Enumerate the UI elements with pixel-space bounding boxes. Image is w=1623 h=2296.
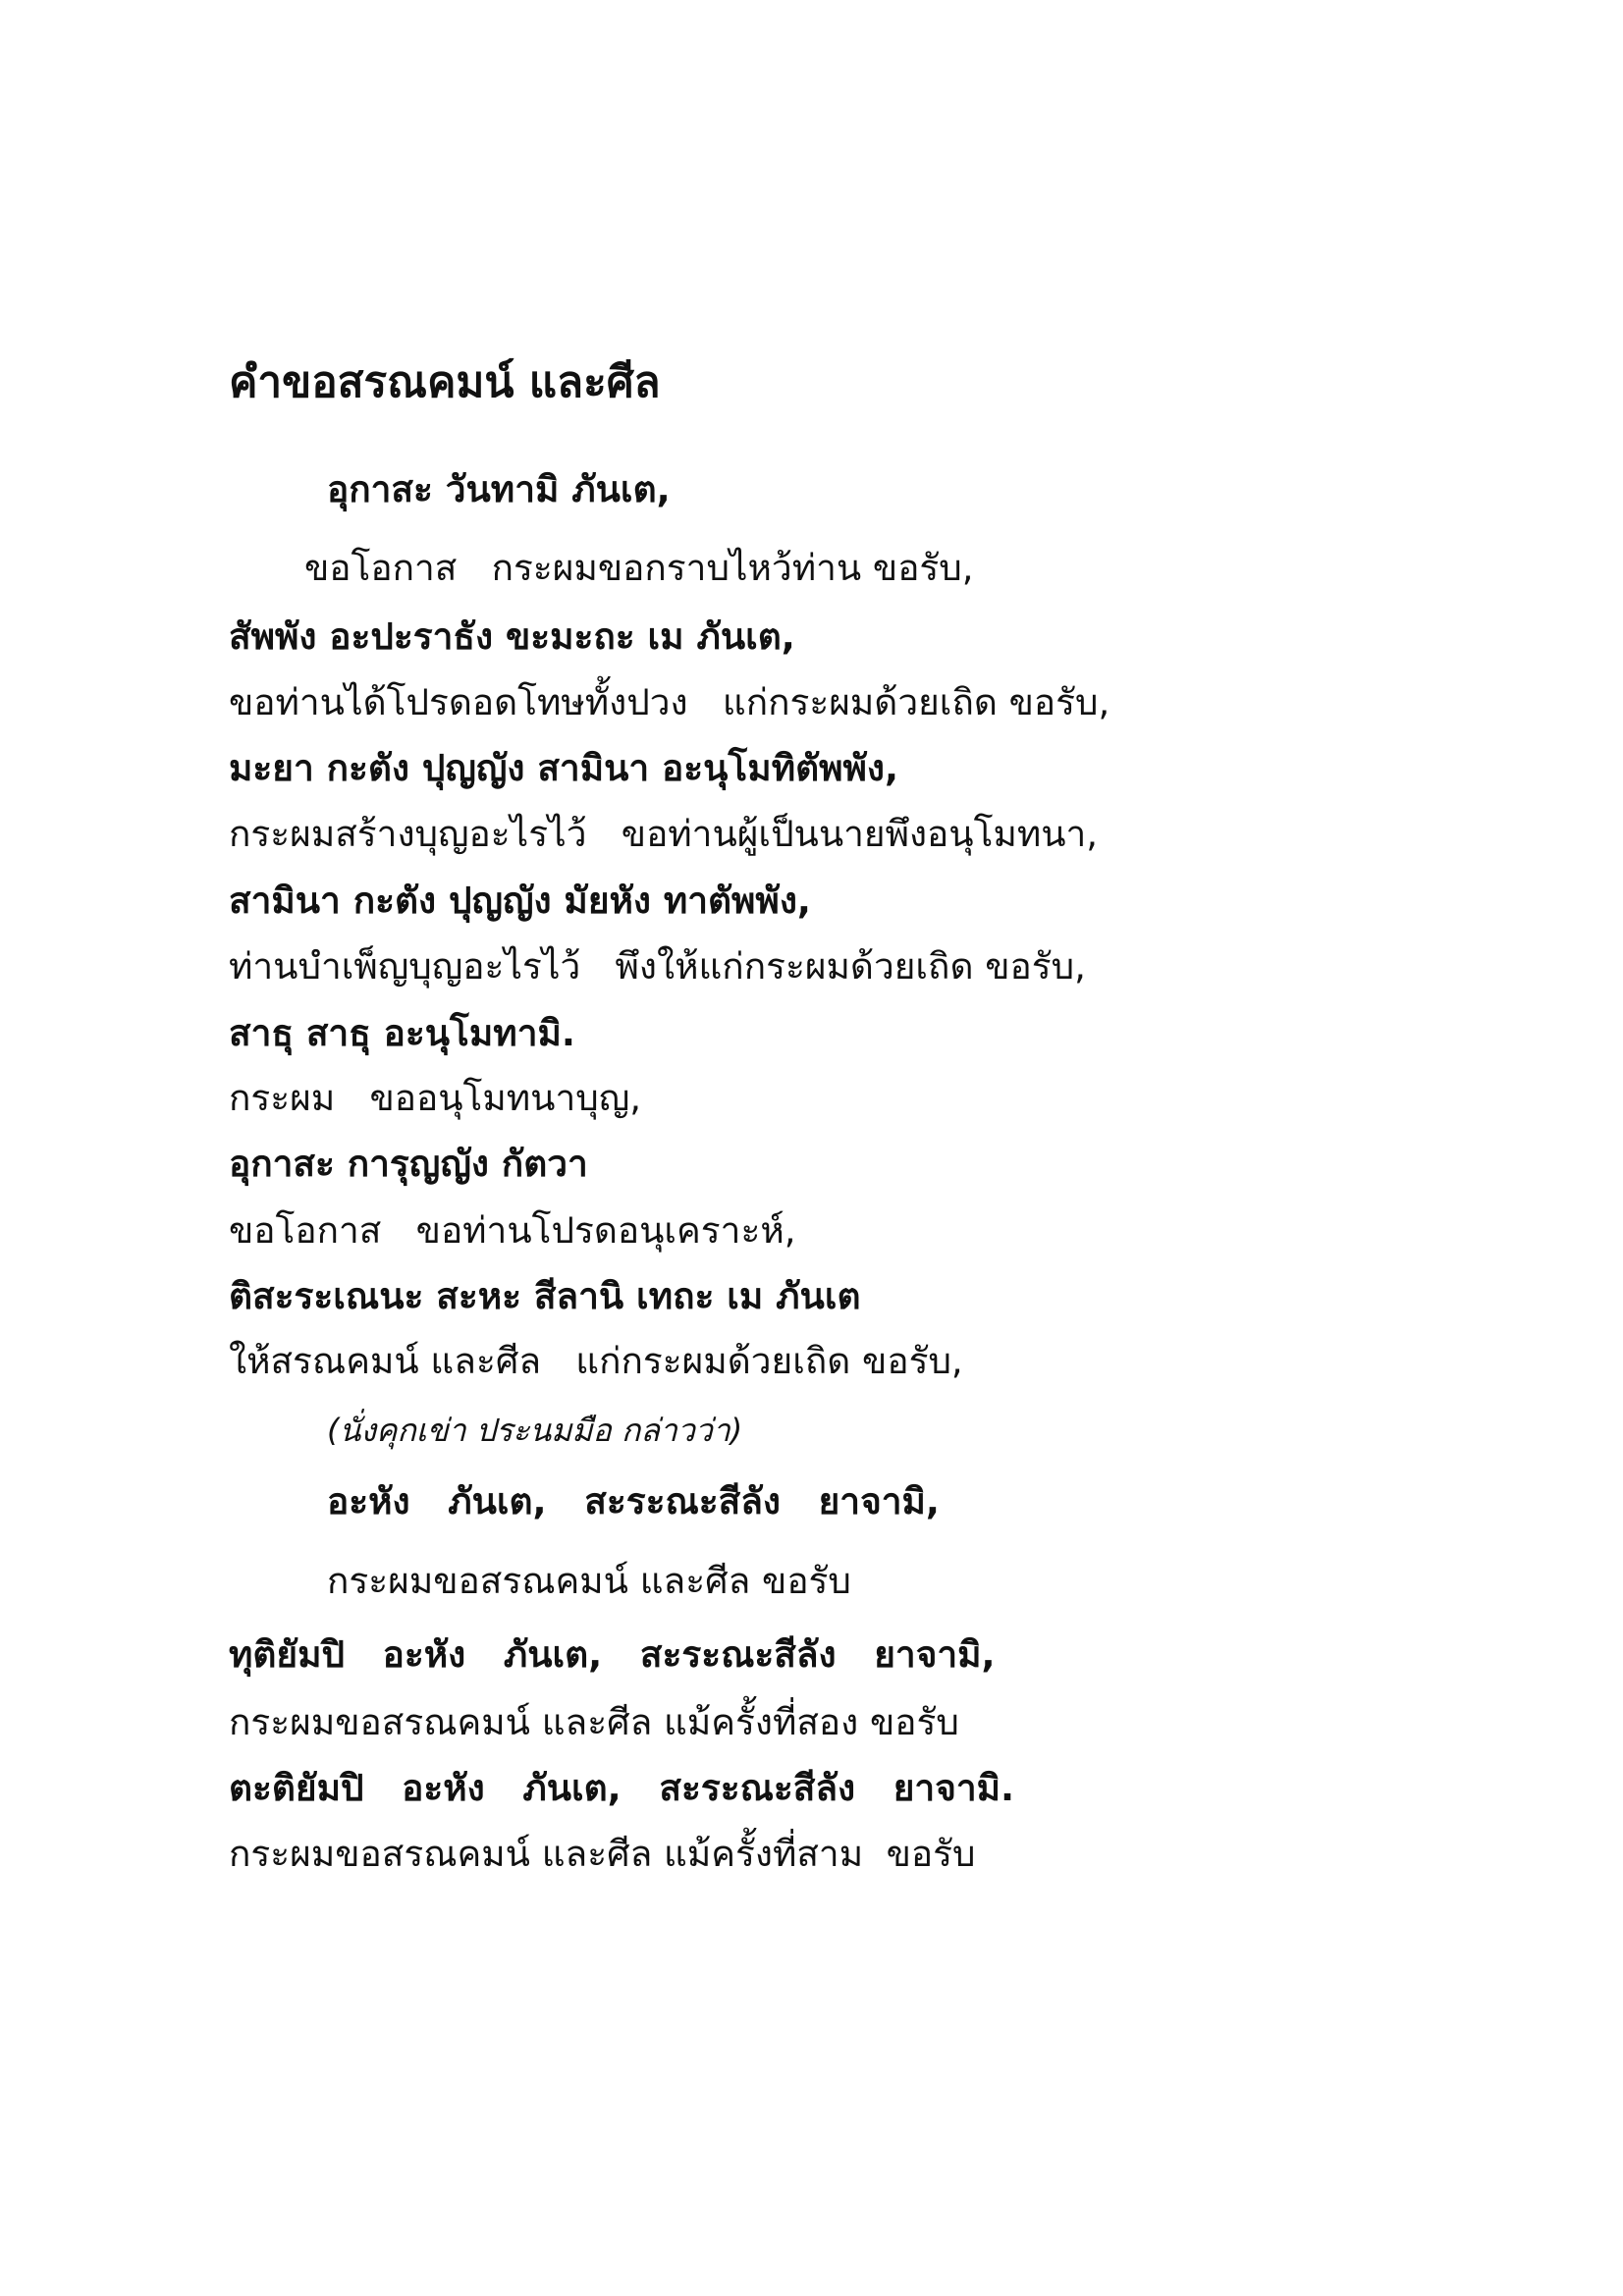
thai-line-1: ขอโอกาส กระผมขอกราบไหว้ท่าน ขอรับ, [304,547,974,589]
pali-line-9: ทุติยัมปิ อะหัง ภันเต, สะระณะสีลัง ยาจามิ, [229,1633,996,1676]
instruction-note: (นั่งคุกเข่า ประนมมือ กล่าวว่า) [327,1412,743,1449]
pali-line-8: อะหัง ภันเต, สะระณะสีลัง ยาจามิ, [327,1480,940,1522]
thai-line-2: ขอท่านได้โปรดอดโทษทั้งปวง แก่กระผมด้วยเถิด ขอรับ, [229,681,1110,723]
thai-line-9: กระผมขอสรณคมน์ และศีล แม้ครั้งที่สอง ขอรับ [229,1701,959,1743]
pali-line-7: ติสะระเณนะ สะหะ สีลานิ เทถะ เม ภันเต [229,1275,861,1317]
pali-line-5: สาธุ สาธุ อะนุโมทามิ. [229,1012,575,1054]
pali-line-2: สัพพัง อะปะราธัง ขะมะถะ เม ภันเต, [229,615,795,658]
thai-line-4: ท่านบำเพ็ญบุญอะไรไว้ พึงให้แก่กระผมด้วยเถิด ขอรับ, [229,945,1086,988]
pali-line-10: ตะติยัมปิ อะหัง ภันเต, สะระณะสีลัง ยาจามิ. [229,1767,1015,1809]
pali-line-1: อุกาสะ วันทามิ ภันเต, [327,468,671,510]
thai-line-6: ขอโอกาส ขอท่านโปรดอนุเคราะห์, [229,1209,796,1252]
thai-line-8: กระผมขอสรณคมน์ และศีล ขอรับ [327,1560,851,1602]
thai-line-5: กระผม ขออนุโมทนาบุญ, [229,1077,642,1119]
pali-line-4: สามินา กะตัง ปุญญัง มัยหัง ทาตัพพัง, [229,880,811,922]
pali-line-3: มะยา กะตัง ปุญญัง สามินา อะนุโมทิตัพพัง, [229,747,899,789]
pali-line-6: อุกาสะ การุญญัง กัตวา [229,1143,588,1185]
thai-line-7: ให้สรณคมน์ และศีล แก่กระผมด้วยเถิด ขอรับ, [229,1340,963,1382]
thai-line-3: กระผมสร้างบุญอะไรไว้ ขอท่านผู้เป็นนายพึงอนุโมทนา, [229,813,1099,855]
thai-line-10: กระผมขอสรณคมน์ และศีล แม้ครั้งที่สาม ขอรับ [229,1833,976,1875]
page-title: คำขอสรณคมน์ และศีล [229,357,661,407]
